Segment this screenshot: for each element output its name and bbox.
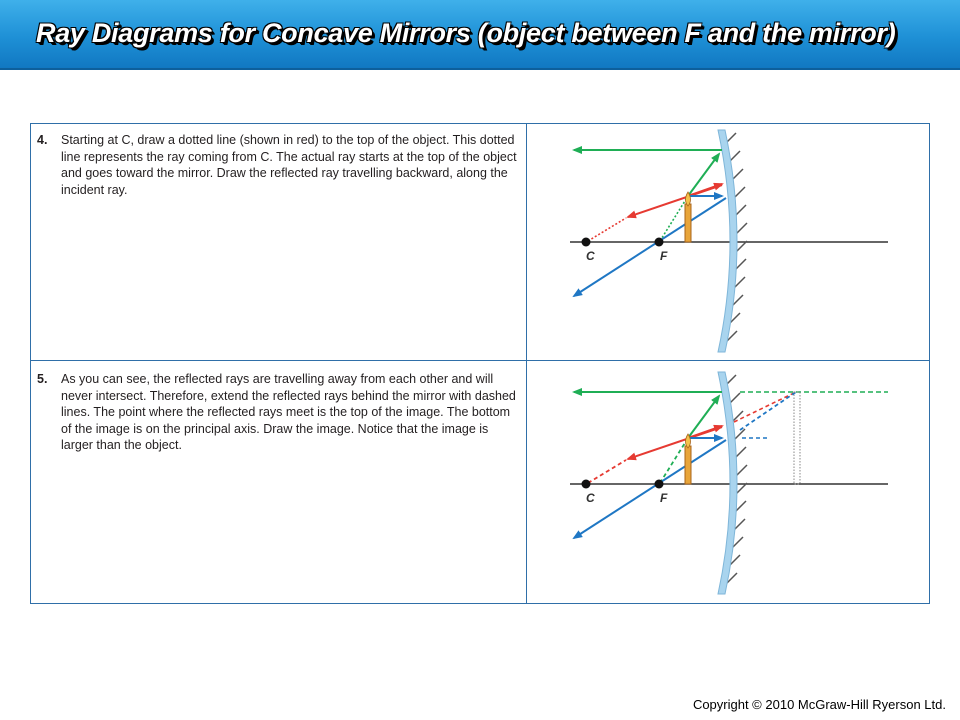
step-4 [37,132,517,198]
step-5 [37,371,517,454]
step-4-text: Starting at C, draw a dotted line (shown in red) to the top of the object. This dotted line represents the ray coming from C. The actual ray starts at the top of the object and goes toward the mirror. Draw the reflected ray travelling backward, along the incident ray. [61,133,517,197]
red-extension-dashed [734,392,796,422]
row-divider [31,360,929,361]
label-c: C [586,249,595,263]
red-reflected-ray [628,185,722,217]
object-candle [685,192,691,242]
title-banner [0,0,960,70]
step-5-number: 5. [37,372,48,386]
blue-reflected-ray [574,198,726,296]
label-f: F [660,491,668,505]
copyright-notice: Copyright © 2010 McGraw-Hill Ryerson Ltd. [692,697,946,712]
green-dashed-line [660,438,688,483]
object-candle [685,434,691,484]
ray-diagram-step-4 [555,124,895,359]
step-4-number: 4. [37,133,48,147]
blue-reflected-ray [574,440,726,538]
step-5-text: As you can see, the reflected rays are travelling away from each other and will never intersect. Therefore, extend the reflected rays behind the mirror with dashed lines. The point where the reflected rays meet is the top of the image. The bottom of the image is on the principal axis. Draw the image. Notice that the image is larger than the object. [61,372,516,452]
label-f: F [660,249,668,263]
center-point-c [582,480,591,489]
slide-title: Ray Diagrams for Concave Mirrors (object between F and the mirror) [36,18,896,48]
red-dotted-line [588,218,626,241]
focal-point-f [655,238,664,247]
column-divider [526,124,527,603]
virtual-image [794,392,800,484]
green-dotted-line [660,196,688,241]
center-point-c [582,238,591,247]
focal-point-f [655,480,664,489]
red-reflected-ray [628,427,722,459]
blue-extension-dashed [740,392,796,430]
label-c: C [586,491,595,505]
ray-diagram-step-5 [555,364,895,599]
red-dashed-line [588,460,626,483]
